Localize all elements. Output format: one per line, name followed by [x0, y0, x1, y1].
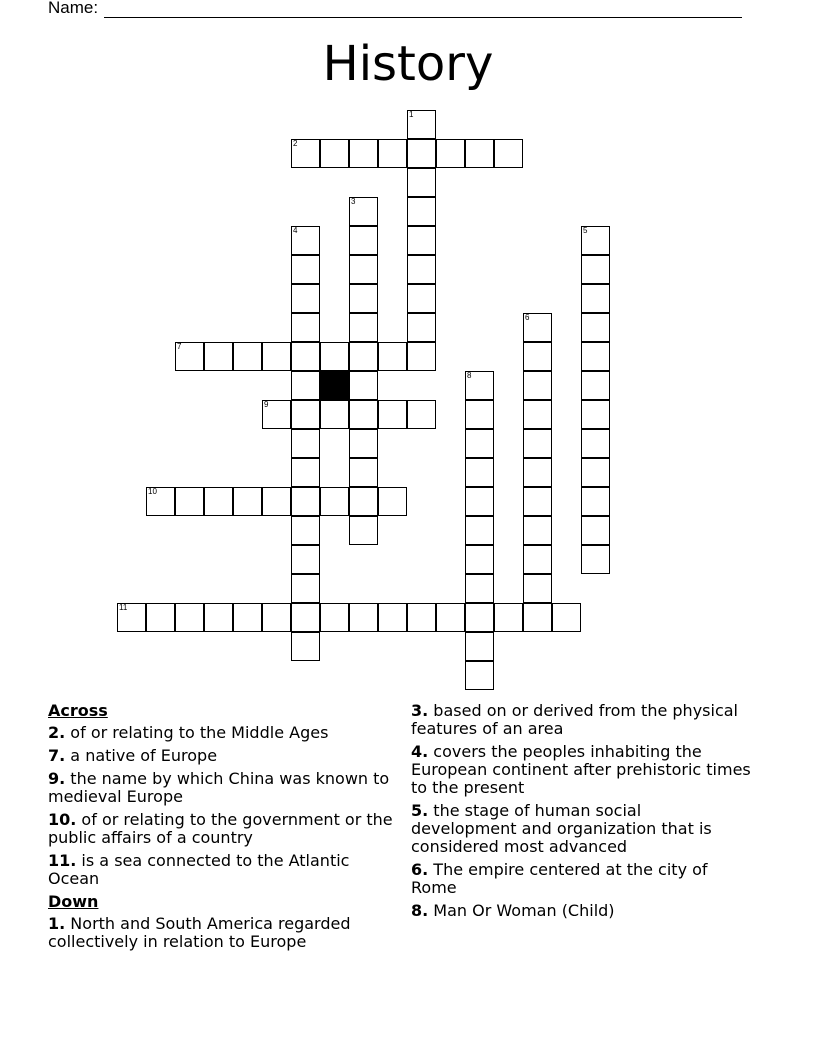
clues-right-column — [411, 702, 751, 925]
grid-cell[interactable] — [291, 139, 320, 168]
grid-cell[interactable] — [378, 487, 407, 516]
grid-cell[interactable] — [320, 603, 349, 632]
grid-cell[interactable] — [465, 632, 494, 661]
grid-cell[interactable] — [407, 197, 436, 226]
grid-cell[interactable] — [349, 226, 378, 255]
grid-cell[interactable] — [523, 313, 552, 342]
grid-cell[interactable] — [204, 342, 233, 371]
clue-text: based on or derived from the physical features of an area — [411, 701, 738, 738]
clue-number-label: 10. — [48, 810, 77, 829]
grid-cell[interactable] — [291, 342, 320, 371]
grid-cell[interactable] — [407, 400, 436, 429]
clue-text: The empire centered at the city of Rome — [411, 860, 708, 897]
grid-cell[interactable] — [291, 458, 320, 487]
clue-number-label: 6. — [411, 860, 429, 879]
grid-cell[interactable] — [233, 342, 262, 371]
clue-text: a native of Europe — [65, 746, 218, 765]
grid-cell[interactable] — [465, 139, 494, 168]
clue-text: the stage of human social development and organization that is considered most advanced — [411, 801, 712, 856]
grid-cell[interactable] — [291, 284, 320, 313]
grid-cell[interactable] — [465, 371, 494, 400]
clue-number: 8 — [467, 371, 472, 380]
grid-cell[interactable] — [291, 313, 320, 342]
grid-cell[interactable] — [291, 603, 320, 632]
across-clue-list — [48, 724, 393, 888]
grid-cell[interactable] — [349, 429, 378, 458]
clue-text: covers the peoples inhabiting the European continent after prehistoric times to the present — [411, 742, 751, 797]
grid-cell[interactable] — [465, 516, 494, 545]
grid-cell[interactable] — [320, 342, 349, 371]
clue-text: North and South America regarded collectively in relation to Europe — [48, 914, 351, 951]
grid-cell[interactable] — [581, 545, 610, 574]
clue-text: is a sea connected to the Atlantic Ocean — [48, 851, 350, 888]
clue-item — [48, 915, 393, 951]
grid-cell[interactable] — [581, 429, 610, 458]
across-heading: Across — [48, 701, 108, 720]
grid-cell[interactable] — [523, 603, 552, 632]
grid-cell[interactable] — [581, 284, 610, 313]
grid-cell[interactable] — [349, 139, 378, 168]
clue-item — [411, 861, 751, 897]
grid-cell[interactable] — [581, 342, 610, 371]
clue-text: the name by which China was known to medieval Europe — [48, 769, 390, 806]
grid-cell[interactable] — [291, 516, 320, 545]
clue-number-label: 7. — [48, 746, 66, 765]
clue-item — [48, 724, 393, 742]
grid-cell[interactable] — [465, 603, 494, 632]
grid-cell[interactable] — [581, 458, 610, 487]
grid-cell[interactable] — [291, 371, 320, 400]
grid-cell[interactable] — [523, 574, 552, 603]
clue-item — [411, 902, 751, 920]
black-cell — [320, 371, 349, 400]
grid-cell[interactable] — [291, 545, 320, 574]
clue-item — [411, 743, 751, 797]
grid-cell[interactable] — [291, 429, 320, 458]
grid-cell[interactable] — [291, 400, 320, 429]
grid-cell[interactable] — [407, 139, 436, 168]
grid-cell[interactable] — [407, 284, 436, 313]
grid-cell[interactable] — [407, 226, 436, 255]
grid-cell[interactable] — [146, 603, 175, 632]
grid-cell[interactable] — [523, 429, 552, 458]
grid-cell[interactable] — [465, 661, 494, 690]
grid-cell[interactable] — [175, 342, 204, 371]
clue-item — [48, 747, 393, 765]
grid-cell[interactable] — [523, 545, 552, 574]
grid-cell[interactable] — [407, 255, 436, 284]
grid-cell[interactable] — [378, 400, 407, 429]
grid-cell[interactable] — [349, 516, 378, 545]
clue-item — [48, 852, 393, 888]
clue-text: of or relating to the government or the public affairs of a country — [48, 810, 393, 847]
grid-cell[interactable] — [291, 574, 320, 603]
grid-cell[interactable] — [349, 400, 378, 429]
clue-number: 6 — [525, 313, 530, 322]
clue-number: 7 — [177, 342, 182, 351]
grid-cell[interactable] — [581, 226, 610, 255]
grid-cell[interactable] — [349, 458, 378, 487]
grid-cell[interactable] — [349, 284, 378, 313]
name-label: Name: — [48, 0, 99, 17]
clue-number-label: 4. — [411, 742, 429, 761]
grid-cell[interactable] — [349, 255, 378, 284]
grid-cell[interactable] — [523, 400, 552, 429]
grid-cell[interactable] — [262, 400, 291, 429]
clue-number: 3 — [351, 197, 356, 206]
grid-cell[interactable] — [581, 400, 610, 429]
grid-cell[interactable] — [291, 226, 320, 255]
grid-cell[interactable] — [581, 516, 610, 545]
clue-number: 5 — [583, 226, 588, 235]
clue-text: of or relating to the Middle Ages — [65, 723, 329, 742]
grid-cell[interactable] — [581, 487, 610, 516]
clue-number: 2 — [293, 139, 298, 148]
grid-cell[interactable] — [407, 603, 436, 632]
clue-number-label: 2. — [48, 723, 66, 742]
clue-item — [48, 770, 393, 806]
clue-number: 11 — [119, 603, 128, 612]
grid-cell[interactable] — [523, 371, 552, 400]
grid-cell[interactable] — [349, 197, 378, 226]
grid-cell[interactable] — [349, 603, 378, 632]
grid-cell[interactable] — [465, 400, 494, 429]
grid-cell[interactable] — [291, 632, 320, 661]
down-clue-list-part1 — [48, 915, 393, 951]
grid-cell[interactable] — [465, 487, 494, 516]
grid-cell[interactable] — [349, 342, 378, 371]
grid-cell[interactable] — [436, 603, 465, 632]
clue-number: 4 — [293, 226, 298, 235]
grid-cell[interactable] — [465, 458, 494, 487]
grid-cell[interactable] — [233, 603, 262, 632]
clue-item — [411, 802, 751, 856]
grid-cell[interactable] — [407, 313, 436, 342]
grid-cell[interactable] — [378, 342, 407, 371]
grid-cell[interactable] — [378, 603, 407, 632]
grid-cell[interactable] — [262, 603, 291, 632]
grid-cell[interactable] — [233, 487, 262, 516]
grid-cell[interactable] — [320, 139, 349, 168]
clue-item — [48, 811, 393, 847]
grid-cell[interactable] — [204, 487, 233, 516]
grid-cell[interactable] — [465, 545, 494, 574]
grid-cell[interactable] — [262, 342, 291, 371]
grid-cell[interactable] — [523, 516, 552, 545]
grid-cell[interactable] — [349, 487, 378, 516]
down-heading: Down — [48, 892, 99, 911]
grid-cell[interactable] — [494, 603, 523, 632]
grid-cell[interactable] — [117, 603, 146, 632]
grid-cell[interactable] — [146, 487, 175, 516]
clue-text: Man Or Woman (Child) — [428, 901, 615, 920]
clue-number-label: 3. — [411, 701, 429, 720]
clue-number-label: 11. — [48, 851, 77, 870]
grid-cell[interactable] — [204, 603, 233, 632]
grid-cell[interactable] — [523, 458, 552, 487]
grid-cell[interactable] — [465, 574, 494, 603]
clue-number: 1 — [409, 110, 414, 119]
clue-number-label: 1. — [48, 914, 66, 933]
clue-number: 9 — [264, 400, 269, 409]
grid-cell[interactable] — [320, 487, 349, 516]
grid-cell[interactable] — [175, 603, 204, 632]
clue-number-label: 5. — [411, 801, 429, 820]
grid-cell[interactable] — [523, 342, 552, 371]
grid-cell[interactable] — [465, 429, 494, 458]
grid-cell[interactable] — [291, 255, 320, 284]
grid-cell[interactable] — [523, 487, 552, 516]
grid-cell[interactable] — [262, 487, 291, 516]
grid-cell[interactable] — [407, 168, 436, 197]
clues-left-column — [48, 702, 393, 956]
grid-cell[interactable] — [349, 313, 378, 342]
grid-cell[interactable] — [436, 139, 465, 168]
grid-cell[interactable] — [320, 400, 349, 429]
grid-cell[interactable] — [378, 139, 407, 168]
grid-cell[interactable] — [581, 313, 610, 342]
clue-number: 10 — [148, 487, 157, 496]
grid-cell[interactable] — [494, 139, 523, 168]
grid-cell[interactable] — [581, 371, 610, 400]
down-clue-list-part2 — [411, 702, 751, 920]
grid-cell[interactable] — [552, 603, 581, 632]
grid-cell[interactable] — [175, 487, 204, 516]
clue-number-label: 9. — [48, 769, 66, 788]
clue-number-label: 8. — [411, 901, 429, 920]
grid-cell[interactable] — [581, 255, 610, 284]
clue-item — [411, 702, 751, 738]
grid-cell[interactable] — [407, 342, 436, 371]
grid-cell[interactable] — [349, 371, 378, 400]
grid-cell[interactable] — [291, 487, 320, 516]
page-title: History — [322, 36, 494, 92]
grid-cell[interactable] — [407, 110, 436, 139]
